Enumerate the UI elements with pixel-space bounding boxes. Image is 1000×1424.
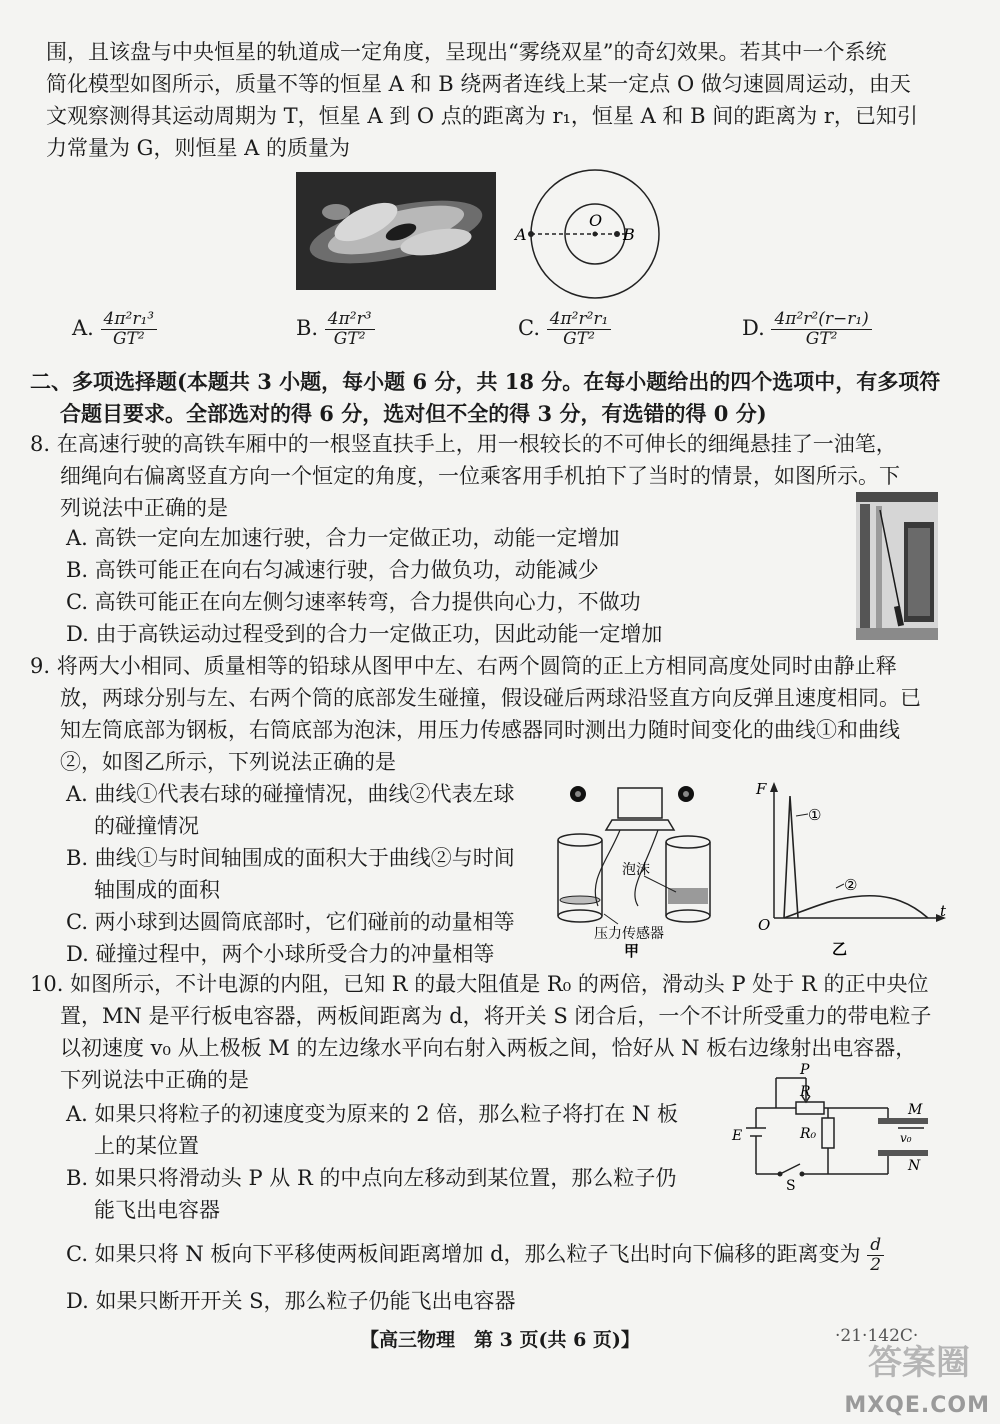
- page-footer: 【高三物理 第 3 页(共 6 页)】: [360, 1329, 640, 1351]
- axis-label-f: F: [756, 780, 767, 798]
- q8-option-a: A. 高铁一定向左加速行驶，合力一定做正功，动能一定增加: [66, 526, 620, 550]
- label-e: E: [732, 1128, 743, 1144]
- label-a: A: [515, 225, 527, 244]
- q8-option-c: C. 高铁可能正在向左侧匀速率转弯，合力提供向心力，不做功: [66, 590, 641, 614]
- label-foam: 泡沫: [622, 862, 650, 878]
- label-m: M: [908, 1102, 923, 1118]
- q9-option-d: D. 碰撞过程中，两个小球所受合力的冲量相等: [66, 942, 495, 966]
- q9-option-b: B. 曲线①与时间轴围成的面积大于曲线②与时间: [66, 846, 515, 870]
- q10-option-c: C. 如果只将 N 板向下平移使两板间距离增加 d，那么粒子飞出时向下偏移的距离变为 $\frac{d}{2}$: [66, 1236, 884, 1275]
- watermark-logo: 答案圈: [868, 1343, 970, 1383]
- q7-option-d: D. $\frac{\text{4π²r²(r−r₁)}}{\text{GT²}}$: [742, 310, 872, 349]
- q9-option-c: C. 两小球到达圆筒底部时，它们碰前的动量相等: [66, 910, 515, 934]
- caption-jia: 甲: [624, 942, 640, 960]
- label-pressure-sensor: 压力传感器: [594, 926, 664, 942]
- q7-line: 文观察测得其运动周期为 T，恒星 A 到 O 点的距离为 r₁，恒星 A 和 B 间的距离为 r，已知引: [46, 104, 918, 128]
- q8-option-d: D. 由于高铁运动过程受到的合力一定做正功，因此动能一定增加: [66, 622, 663, 646]
- curve-2-label: ②: [844, 876, 858, 894]
- q7-line: 简化模型如图所示，质量不等的恒星 A 和 B 绕两者连线上某一定点 O 做匀速圆周运动，由天: [46, 72, 911, 96]
- label-s: S: [786, 1178, 796, 1194]
- label-r0: R₀: [800, 1126, 817, 1142]
- label-r: R: [800, 1084, 811, 1100]
- formula: $\frac{\text{4π²r²(r−r₁)}}{\text{GT²}}$: [771, 310, 871, 349]
- formula: $\frac{d}{2}$: [867, 1236, 884, 1275]
- axis-label-t: t: [940, 902, 947, 920]
- caption-yi: 乙: [832, 940, 848, 958]
- curve-1-label: ①: [808, 806, 822, 824]
- q8-options: [66, 522, 846, 650]
- q8-stem: 8. 在高速行驶的高铁车厢中的一根竖直扶手上，用一根较长的不可伸长的细绳悬挂了一油笔， 细绳向右偏离竖直方向一个恒定的角度，一位乘客用手机拍下了当时的情景，如图所示。下 列说法中正确的是: [30, 432, 900, 520]
- nebula-photo: [296, 172, 496, 290]
- axis-origin: O: [758, 916, 771, 934]
- q8-option-b: B. 高铁可能正在向右匀减速行驶，合力做负功，动能减少: [66, 558, 599, 582]
- q10-option-d: D. 如果只断开开关 S，那么粒子仍能飞出电容器: [66, 1289, 516, 1313]
- label-v0: v₀: [900, 1131, 912, 1145]
- train-handrail-photo: [856, 492, 938, 640]
- orbit-diagram: [505, 166, 665, 302]
- q7-option-b: B. $\frac{\text{4π²r³}}{\text{GT²}}$: [296, 310, 375, 349]
- section-2-header: 二、多项选择题(本题共 3 小题，每小题 6 分，共 18 分。在每小题给出的四个选项中，有多项符 合题目要求。全部选对的得 6 分，选对但不全的得 3 分，有选错的得 0 分): [30, 369, 941, 426]
- circuit-diagram: [728, 1062, 934, 1196]
- formula: $\frac{\text{4π²r²r₁}}{\text{GT²}}$: [547, 310, 612, 349]
- formula: $\frac{\text{4π²r³}}{\text{GT²}}$: [325, 310, 375, 349]
- q10-stem: 10. 如图所示，不计电源的内阻，已知 R 的最大阻值是 R₀ 的两倍，滑动头 P 处于 R 的正中央位 置，MN 是平行板电容器，两板间距离为 d，将开关 S 闭合后，一个不计所受重力的带电粒子 以初速度 v₀ 从上极板 M 的左边缘水平向右射入两板之间，恰好从 N 板右边缘射出电容器， 下列说法中正确的是: [30, 972, 932, 1092]
- q7-line: 力常量为 G，则恒星 A 的质量为: [46, 136, 350, 160]
- q9-stem: 9. 将两大小相同、质量相等的铅球从图甲中左、右两个圆筒的正上方相同高度处同时由静止释 放，两球分别与左、右两个筒的底部发生碰撞，假设碰后两球沿竖直方向反弹且速度相同。已 知左筒底部为钢板，右筒底部为泡沫，用压力传感器同时测出力随时间变化的曲线①和曲线 ②，如图乙所示，下列说法正确的是: [30, 654, 921, 774]
- watermark-url: MXQE.COM: [844, 1393, 990, 1418]
- q7-stem: [46, 36, 946, 164]
- label-o: O: [589, 211, 603, 230]
- q10-option-b: B. 如果只将滑动头 P 从 R 的中点向左移动到某位置，那么粒子仍: [66, 1166, 677, 1190]
- label-n: N: [908, 1158, 921, 1174]
- paper-code: ·21·142C·: [835, 1326, 919, 1346]
- q7-option-c: C. $\frac{\text{4π²r²r₁}}{\text{GT²}}$: [518, 310, 611, 349]
- q7-line: 围，且该盘与中央恒星的轨道成一定角度，呈现出“雾绕双星”的奇幻效果。若其中一个系统: [46, 40, 887, 64]
- figure-yi-force-time-graph: [752, 780, 952, 960]
- figure-jia: [548, 780, 723, 960]
- formula: $\frac{\text{4π²r₁³}}{\text{GT²}}$: [101, 310, 158, 349]
- q9-options: A. 曲线①代表右球的碰撞情况，曲线②代表左球 的碰撞情况 B. 曲线①与时间轴围成的面积大于曲线②与时间 轴围成的面积 C. 两小球到达圆筒底部时，它们碰前的动量相等 D. 碰撞过程中，两个小球所受合力的冲量相等: [66, 778, 556, 970]
- q10-options-ab: A. 如果只将粒子的初速度变为原来的 2 倍，那么粒子将打在 N 板 上的某位置 B. 如果只将滑动头 P 从 R 的中点向左移动到某位置，那么粒子仍 能飞出电容器: [66, 1098, 726, 1226]
- q10-option-a: A. 如果只将粒子的初速度变为原来的 2 倍，那么粒子将打在 N 板: [66, 1102, 678, 1126]
- q7-option-a: A. $\frac{\text{4π²r₁³}}{\text{GT²}}$: [72, 310, 157, 349]
- q9-option-a: A. 曲线①代表右球的碰撞情况，曲线②代表左球: [66, 782, 515, 806]
- label-p: P: [800, 1062, 810, 1078]
- label-b: B: [623, 225, 635, 244]
